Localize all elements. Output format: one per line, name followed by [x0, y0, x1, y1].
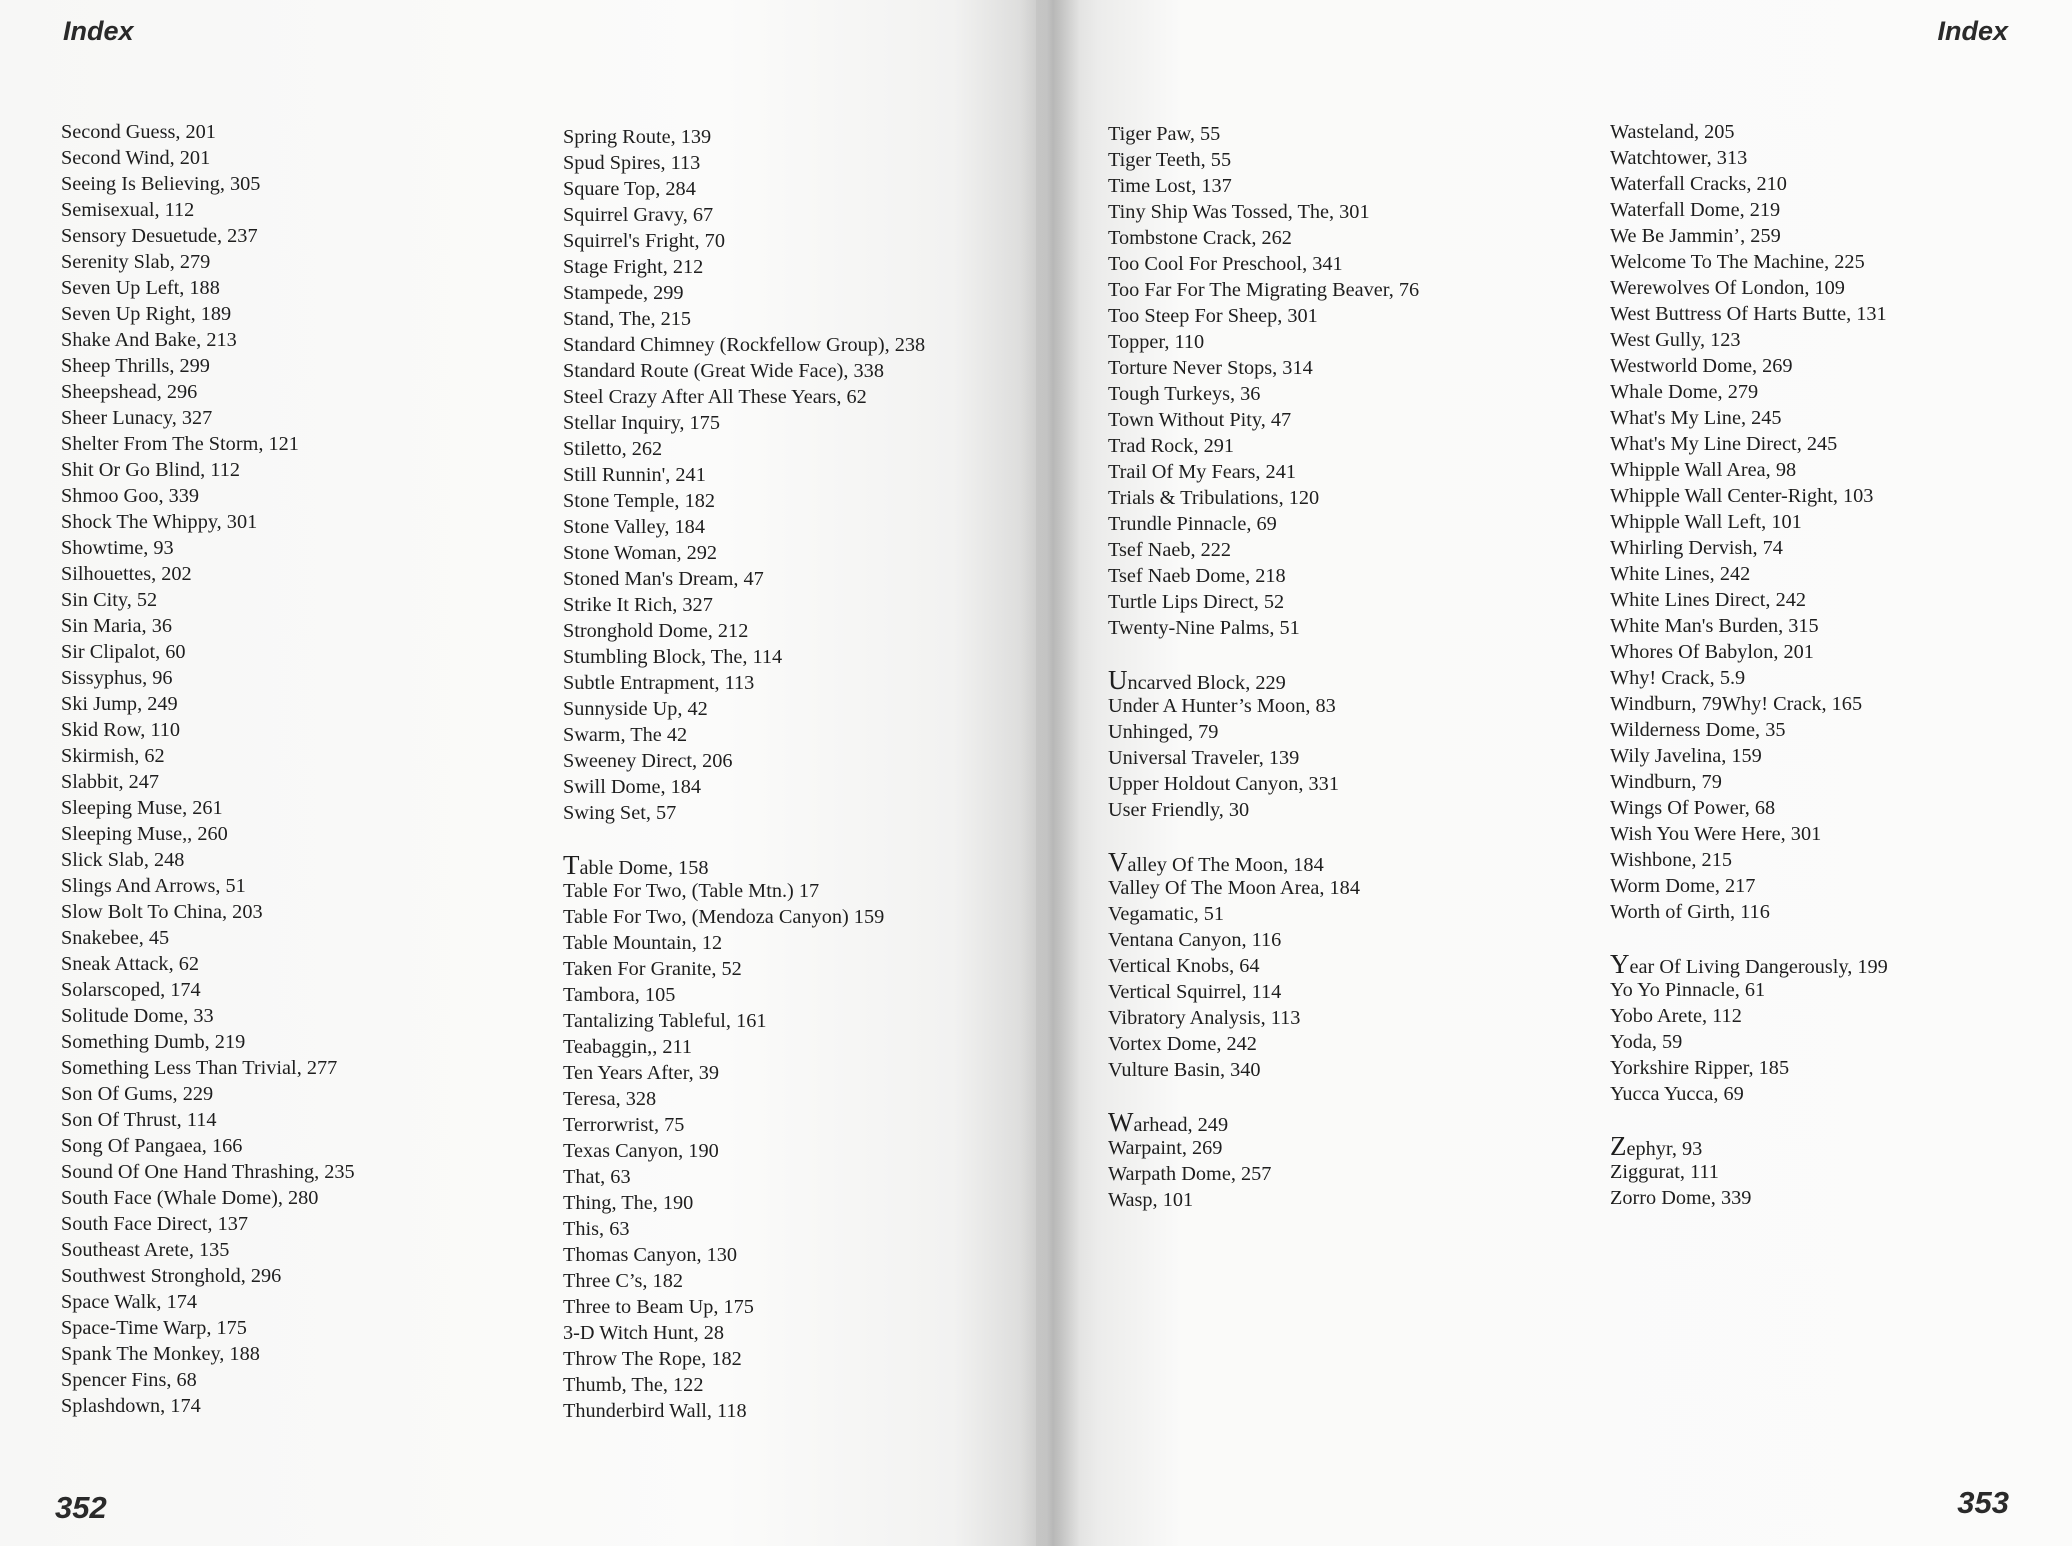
index-entry: Upper Holdout Canyon, 331 — [1108, 773, 1339, 795]
index-entry: Table For Two, (Mendoza Canyon) 159 — [563, 906, 885, 928]
index-entry: Spud Spires, 113 — [563, 152, 701, 174]
section-gap — [1610, 925, 2072, 951]
index-entry: Vertical Squirrel, 114 — [1108, 981, 1282, 1003]
index-entry: Warpaint, 269 — [1108, 1137, 1223, 1159]
index-entry: Strike It Rich, 327 — [563, 594, 713, 616]
index-entry: Topper, 110 — [1108, 331, 1205, 353]
index-entry: Ziggurat, 111 — [1610, 1161, 1719, 1183]
index-entry: Tiger Paw, 55 — [1108, 123, 1221, 145]
index-entry: Tough Turkeys, 36 — [1108, 383, 1261, 405]
index-entry: White Man's Burden, 315 — [1610, 615, 1819, 637]
running-head: Index — [63, 16, 134, 46]
index-entry: Spring Route, 139 — [563, 126, 712, 148]
index-entry: Universal Traveler, 139 — [1108, 747, 1300, 769]
index-entry: Uncarved Block, 229 — [1108, 665, 1286, 695]
index-entry: Tombstone Crack, 262 — [1108, 227, 1292, 249]
index-entry: Torture Never Stops, 314 — [1108, 357, 1313, 379]
index-entry: Sunnyside Up, 42 — [563, 698, 708, 720]
index-entry: South Face Direct, 137 — [61, 1213, 248, 1235]
index-entry: Whipple Wall Center-Right, 103 — [1610, 485, 1874, 507]
index-entry: Yoda, 59 — [1610, 1031, 1683, 1053]
index-entry: Stone Woman, 292 — [563, 542, 718, 564]
index-entry: Welcome To The Machine, 225 — [1610, 251, 1865, 273]
index-entry: Tsef Naeb Dome, 218 — [1108, 565, 1286, 587]
index-entry: Spank The Monkey, 188 — [61, 1343, 260, 1365]
index-entry: Thunderbird Wall, 118 — [563, 1400, 747, 1422]
index-entry: Westworld Dome, 269 — [1610, 355, 1793, 377]
index-entry: Windburn, 79Why! Crack, 165 — [1610, 693, 1863, 715]
page-number: 353 — [1957, 1485, 2009, 1520]
index-entry: Slings And Arrows, 51 — [61, 875, 246, 897]
index-entry: Shelter From The Storm, 121 — [61, 433, 299, 455]
page-number: 352 — [55, 1490, 107, 1525]
index-entry: Teabaggin,, 211 — [563, 1036, 693, 1058]
index-entry: Three to Beam Up, 175 — [563, 1296, 754, 1318]
index-entry: Vertical Knobs, 64 — [1108, 955, 1260, 977]
index-column — [563, 124, 1033, 1424]
index-entry: Splashdown, 174 — [61, 1395, 201, 1417]
index-entry: 3-D Witch Hunt, 28 — [563, 1322, 725, 1344]
index-entry: Whipple Wall Area, 98 — [1610, 459, 1797, 481]
index-entry: Trail Of My Fears, 241 — [1108, 461, 1296, 483]
index-entry: Second Guess, 201 — [61, 121, 216, 143]
index-entry: Trundle Pinnacle, 69 — [1108, 513, 1277, 535]
index-entry: Thing, The, 190 — [563, 1192, 694, 1214]
section-gap — [1108, 823, 1578, 849]
index-entry: Space Walk, 174 — [61, 1291, 197, 1313]
index-entry: Son Of Thrust, 114 — [61, 1109, 217, 1131]
index-entry: Three C’s, 182 — [563, 1270, 683, 1292]
index-entry: User Friendly, 30 — [1108, 799, 1250, 821]
index-entry: Valley Of The Moon Area, 184 — [1108, 877, 1360, 899]
index-entry: Swill Dome, 184 — [563, 776, 702, 798]
index-entry: Too Steep For Sheep, 301 — [1108, 305, 1318, 327]
index-entry: Trials & Tribulations, 120 — [1108, 487, 1320, 509]
right-page — [1036, 0, 2072, 1546]
index-entry: Southeast Arete, 135 — [61, 1239, 230, 1261]
index-entry: Whirling Dervish, 74 — [1610, 537, 1783, 559]
index-entry: Slabbit, 247 — [61, 771, 160, 793]
index-entry: Song Of Pangaea, 166 — [61, 1135, 243, 1157]
index-entry: Stone Temple, 182 — [563, 490, 715, 512]
index-entry: Still Runnin', 241 — [563, 464, 706, 486]
index-entry: Vortex Dome, 242 — [1108, 1033, 1257, 1055]
index-entry: That, 63 — [563, 1166, 631, 1188]
index-entry: Yo Yo Pinnacle, 61 — [1610, 979, 1766, 1001]
index-entry: Yobo Arete, 112 — [1610, 1005, 1742, 1027]
index-entry: Stoned Man's Dream, 47 — [563, 568, 764, 590]
index-entry: Squirrel's Fright, 70 — [563, 230, 725, 252]
index-entry: Stampede, 299 — [563, 282, 684, 304]
index-entry: Tsef Naeb, 222 — [1108, 539, 1232, 561]
index-entry: Slick Slab, 248 — [61, 849, 185, 871]
index-entry: Warpath Dome, 257 — [1108, 1163, 1272, 1185]
index-entry: Throw The Rope, 182 — [563, 1348, 742, 1370]
index-column — [1610, 119, 2072, 1211]
index-entry: Serenity Slab, 279 — [61, 251, 211, 273]
index-entry: This, 63 — [563, 1218, 630, 1240]
index-entry: South Face (Whale Dome), 280 — [61, 1187, 319, 1209]
index-entry: Wily Javelina, 159 — [1610, 745, 1762, 767]
section-gap — [1610, 1107, 2072, 1133]
index-entry: Table Mountain, 12 — [563, 932, 723, 954]
index-entry: Sensory Desuetude, 237 — [61, 225, 258, 247]
index-entry: Wish You Were Here, 301 — [1610, 823, 1822, 845]
index-entry: Ventana Canyon, 116 — [1108, 929, 1282, 951]
index-entry: Watchtower, 313 — [1610, 147, 1748, 169]
index-entry: What's My Line, 245 — [1610, 407, 1782, 429]
index-entry: Semisexual, 112 — [61, 199, 195, 221]
index-entry: Turtle Lips Direct, 52 — [1108, 591, 1285, 613]
index-entry: Waterfall Cracks, 210 — [1610, 173, 1787, 195]
index-entry: Thomas Canyon, 130 — [563, 1244, 738, 1266]
index-entry: Table Dome, 158 — [563, 850, 709, 880]
index-entry: Space-Time Warp, 175 — [61, 1317, 247, 1339]
index-entry: Sissyphus, 96 — [61, 667, 173, 689]
index-entry: Something Less Than Trivial, 277 — [61, 1057, 338, 1079]
index-entry: Skirmish, 62 — [61, 745, 165, 767]
index-entry: Spencer Fins, 68 — [61, 1369, 197, 1391]
index-entry: Ski Jump, 249 — [61, 693, 178, 715]
index-entry: Yucca Yucca, 69 — [1610, 1083, 1744, 1105]
index-entry: Stellar Inquiry, 175 — [563, 412, 720, 434]
index-entry: Whipple Wall Left, 101 — [1610, 511, 1802, 533]
index-entry: Standard Chimney (Rockfellow Group), 238 — [563, 334, 926, 356]
index-entry: Worth of Girth, 116 — [1610, 901, 1770, 923]
index-entry: Vibratory Analysis, 113 — [1108, 1007, 1301, 1029]
index-entry: Wishbone, 215 — [1610, 849, 1732, 871]
index-entry: Zephyr, 93 — [1610, 1131, 1703, 1161]
index-entry: Steel Crazy After All These Years, 62 — [563, 386, 867, 408]
index-entry: Stronghold Dome, 212 — [563, 620, 749, 642]
index-entry: Under A Hunter’s Moon, 83 — [1108, 695, 1336, 717]
index-entry: Time Lost, 137 — [1108, 175, 1232, 197]
index-entry: Windburn, 79 — [1610, 771, 1722, 793]
index-entry: Ten Years After, 39 — [563, 1062, 720, 1084]
index-entry: Sleeping Muse,, 260 — [61, 823, 228, 845]
index-entry: Sheep Thrills, 299 — [61, 355, 210, 377]
index-entry: Solarscoped, 174 — [61, 979, 201, 1001]
index-entry: Whale Dome, 279 — [1610, 381, 1759, 403]
index-entry: Sir Clipalot, 60 — [61, 641, 186, 663]
index-entry: What's My Line Direct, 245 — [1610, 433, 1838, 455]
index-entry: Wilderness Dome, 35 — [1610, 719, 1786, 741]
index-column — [61, 119, 531, 1419]
index-entry: Square Top, 284 — [563, 178, 696, 200]
index-entry: Tambora, 105 — [563, 984, 676, 1006]
index-entry: We Be Jammin’, 259 — [1610, 225, 1781, 247]
index-entry: Swarm, The 42 — [563, 724, 688, 746]
index-entry: Stumbling Block, The, 114 — [563, 646, 783, 668]
index-entry: Yorkshire Ripper, 185 — [1610, 1057, 1790, 1079]
index-entry: Stage Fright, 212 — [563, 256, 704, 278]
index-entry: Sneak Attack, 62 — [61, 953, 199, 975]
index-entry: Something Dumb, 219 — [61, 1031, 246, 1053]
index-entry: Stand, The, 215 — [563, 308, 692, 330]
index-entry: West Gully, 123 — [1610, 329, 1741, 351]
index-entry: Southwest Stronghold, 296 — [61, 1265, 282, 1287]
index-entry: Silhouettes, 202 — [61, 563, 192, 585]
index-entry: Son Of Gums, 229 — [61, 1083, 214, 1105]
index-entry: Stiletto, 262 — [563, 438, 663, 460]
index-entry: Sound Of One Hand Thrashing, 235 — [61, 1161, 355, 1183]
index-entry: Tiger Teeth, 55 — [1108, 149, 1232, 171]
index-entry: Sleeping Muse, 261 — [61, 797, 223, 819]
index-entry: Trad Rock, 291 — [1108, 435, 1235, 457]
index-entry: Zorro Dome, 339 — [1610, 1187, 1752, 1209]
index-entry: Wings Of Power, 68 — [1610, 797, 1776, 819]
index-entry: Werewolves Of London, 109 — [1610, 277, 1845, 299]
index-entry: Warhead, 249 — [1108, 1107, 1229, 1137]
index-entry: Sheer Lunacy, 327 — [61, 407, 213, 429]
index-entry: Whores Of Babylon, 201 — [1610, 641, 1814, 663]
index-entry: Town Without Pity, 47 — [1108, 409, 1292, 431]
index-entry: Shake And Bake, 213 — [61, 329, 237, 351]
index-entry: Shit Or Go Blind, 112 — [61, 459, 240, 481]
index-entry: Showtime, 93 — [61, 537, 174, 559]
index-entry: Solitude Dome, 33 — [61, 1005, 214, 1027]
index-entry: Subtle Entrapment, 113 — [563, 672, 755, 694]
running-head: Index — [1937, 16, 2008, 46]
index-column — [1108, 121, 1578, 1213]
index-entry: Snakebee, 45 — [61, 927, 170, 949]
index-entry: Swing Set, 57 — [563, 802, 677, 824]
index-entry: Wasteland, 205 — [1610, 121, 1735, 143]
index-entry: Texas Canyon, 190 — [563, 1140, 719, 1162]
index-entry: Terrorwrist, 75 — [563, 1114, 685, 1136]
index-entry: Vegamatic, 51 — [1108, 903, 1225, 925]
index-entry: Skid Row, 110 — [61, 719, 181, 741]
index-entry: Twenty-Nine Palms, 51 — [1108, 617, 1300, 639]
index-entry: Waterfall Dome, 219 — [1610, 199, 1781, 221]
section-gap — [1108, 1083, 1578, 1109]
section-gap — [563, 826, 1033, 852]
index-entry: Table For Two, (Table Mtn.) 17 — [563, 880, 820, 902]
index-entry: West Buttress Of Harts Butte, 131 — [1610, 303, 1887, 325]
index-entry: Standard Route (Great Wide Face), 338 — [563, 360, 884, 382]
index-entry: Seven Up Left, 188 — [61, 277, 220, 299]
index-entry: Shmoo Goo, 339 — [61, 485, 200, 507]
index-entry: Year Of Living Dangerously, 199 — [1610, 949, 1888, 979]
index-entry: Sin Maria, 36 — [61, 615, 172, 637]
index-entry: Stone Valley, 184 — [563, 516, 705, 538]
index-entry: Sin City, 52 — [61, 589, 158, 611]
index-entry: Tantalizing Tableful, 161 — [563, 1010, 767, 1032]
index-entry: Second Wind, 201 — [61, 147, 211, 169]
index-entry: White Lines Direct, 242 — [1610, 589, 1806, 611]
index-entry: Shock The Whippy, 301 — [61, 511, 258, 533]
index-entry: Squirrel Gravy, 67 — [563, 204, 714, 226]
index-entry: White Lines, 242 — [1610, 563, 1751, 585]
index-entry: Unhinged, 79 — [1108, 721, 1219, 743]
index-entry: Taken For Granite, 52 — [563, 958, 742, 980]
index-entry: Teresa, 328 — [563, 1088, 657, 1110]
index-entry: Vulture Basin, 340 — [1108, 1059, 1261, 1081]
index-entry: Tiny Ship Was Tossed, The, 301 — [1108, 201, 1370, 223]
index-entry: Thumb, The, 122 — [563, 1374, 704, 1396]
index-entry: Worm Dome, 217 — [1610, 875, 1756, 897]
index-entry: Seven Up Right, 189 — [61, 303, 232, 325]
index-entry: Valley Of The Moon, 184 — [1108, 847, 1324, 877]
index-entry: Wasp, 101 — [1108, 1189, 1194, 1211]
index-entry: Too Cool For Preschool, 341 — [1108, 253, 1343, 275]
index-entry: Too Far For The Migrating Beaver, 76 — [1108, 279, 1420, 301]
section-gap — [1108, 641, 1578, 667]
index-entry: Sweeney Direct, 206 — [563, 750, 733, 772]
index-entry: Sheepshead, 296 — [61, 381, 198, 403]
index-entry: Seeing Is Believing, 305 — [61, 173, 261, 195]
index-entry: Slow Bolt To China, 203 — [61, 901, 263, 923]
index-entry: Why! Crack, 5.9 — [1610, 667, 1746, 689]
